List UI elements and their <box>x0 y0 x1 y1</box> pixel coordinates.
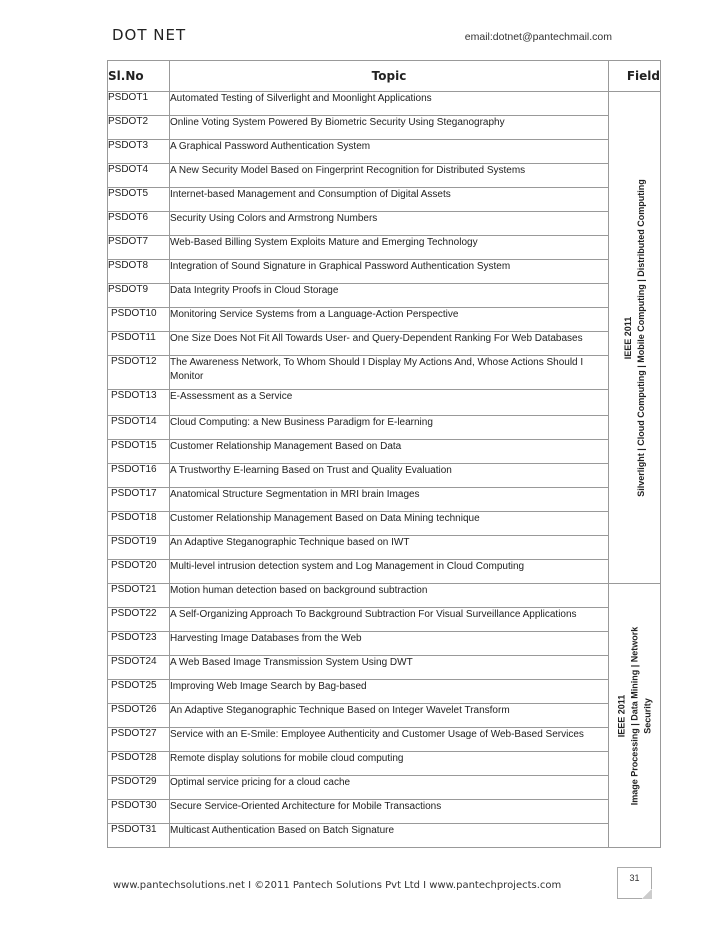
table-row <box>108 608 661 632</box>
row-sl-no: PSDOT23 <box>108 632 170 656</box>
table-row <box>108 140 661 164</box>
page-header <box>112 26 612 48</box>
row-topic: Multicast Authentication Based on Batch Signature <box>170 824 609 848</box>
row-topic: Integration of Sound Signature in Graphical Password Authentication System <box>170 260 609 284</box>
row-sl-no: PSDOT31 <box>108 824 170 848</box>
row-topic: Online Voting System Powered By Biometric Security Using Steganography <box>170 116 609 140</box>
table-row <box>108 512 661 536</box>
row-topic: The Awareness Network, To Whom Should I Display My Actions And, Whose Actions Should I Monitor <box>170 356 609 390</box>
table-header-row <box>108 61 661 92</box>
row-sl-no: PSDOT25 <box>108 680 170 704</box>
field-group-line2: Silverlight | Cloud Computing | Mobile Computing | Distributed Computing <box>635 178 646 497</box>
table-row <box>108 332 661 356</box>
row-sl-no: PSDOT27 <box>108 728 170 752</box>
row-topic: Security Using Colors and Armstrong Numbers <box>170 212 609 236</box>
table-row <box>108 488 661 512</box>
field-group-line3: Security <box>642 697 652 734</box>
row-sl-no: PSDOT30 <box>108 800 170 824</box>
row-sl-no: PSDOT16 <box>108 464 170 488</box>
row-sl-no: PSDOT12 <box>108 356 170 390</box>
table-row <box>108 752 661 776</box>
topics-table <box>107 60 661 848</box>
row-topic: A New Security Model Based on Fingerprint Recognition for Distributed Systems <box>170 164 609 188</box>
table-row <box>108 800 661 824</box>
row-topic: Optimal service pricing for a cloud cache <box>170 776 609 800</box>
header-email: email:dotnet@pantechmail.com <box>464 31 612 43</box>
row-topic: Multi-level intrusion detection system and Log Management in Cloud Computing <box>170 560 609 584</box>
table-row <box>108 188 661 212</box>
row-topic: E-Assessment as a Service <box>170 390 609 416</box>
row-topic: Automated Testing of Silverlight and Moonlight Applications <box>170 92 609 116</box>
table-row <box>108 236 661 260</box>
row-topic: An Adaptive Steganographic Technique based on IWT <box>170 536 609 560</box>
table-row <box>108 260 661 284</box>
row-sl-no: PSDOT7 <box>108 236 170 260</box>
field-group-line1: IEEE 2011 <box>622 316 633 359</box>
row-sl-no: PSDOT28 <box>108 752 170 776</box>
row-topic: A Graphical Password Authentication System <box>170 140 609 164</box>
field-group-1 <box>609 92 661 584</box>
table-body <box>108 92 661 848</box>
table-row <box>108 440 661 464</box>
row-topic: An Adaptive Steganographic Technique Based on Integer Wavelet Transform <box>170 704 609 728</box>
row-topic: A Trustworthy E-learning Based on Trust and Quality Evaluation <box>170 464 609 488</box>
field-group-label <box>622 179 648 497</box>
table-row <box>108 632 661 656</box>
table-row <box>108 680 661 704</box>
page-footer: www.pantechsolutions.net I ©2011 Pantech Solutions Pvt Ltd I www.pantechprojects.com <box>113 880 562 891</box>
row-topic: Motion human detection based on background subtraction <box>170 584 609 608</box>
row-topic: Anatomical Structure Segmentation in MRI brain Images <box>170 488 609 512</box>
table-row <box>108 656 661 680</box>
row-sl-no: PSDOT20 <box>108 560 170 584</box>
row-topic: Cloud Computing: a New Business Paradigm for E-learning <box>170 416 609 440</box>
row-sl-no: PSDOT22 <box>108 608 170 632</box>
row-sl-no: PSDOT18 <box>108 512 170 536</box>
row-topic: Remote display solutions for mobile cloud computing <box>170 752 609 776</box>
row-sl-no: PSDOT15 <box>108 440 170 464</box>
row-sl-no: PSDOT8 <box>108 260 170 284</box>
row-sl-no: PSDOT6 <box>108 212 170 236</box>
field-group-label <box>615 626 654 805</box>
row-sl-no: PSDOT17 <box>108 488 170 512</box>
table-row <box>108 704 661 728</box>
row-sl-no: PSDOT26 <box>108 704 170 728</box>
row-topic: Improving Web Image Search by Bag-based <box>170 680 609 704</box>
table-row <box>108 308 661 332</box>
table-row <box>108 92 661 116</box>
brand-title: DOT NET <box>112 26 187 44</box>
row-topic: Customer Relationship Management Based on Data Mining technique <box>170 512 609 536</box>
row-sl-no: PSDOT1 <box>108 92 170 116</box>
field-group-line2: Image Processing | Data Mining | Network <box>629 626 639 805</box>
field-group-line1: IEEE 2011 <box>616 694 626 737</box>
table-row <box>108 212 661 236</box>
row-topic: Data Integrity Proofs in Cloud Storage <box>170 284 609 308</box>
row-sl-no: PSDOT13 <box>108 390 170 416</box>
row-sl-no: PSDOT9 <box>108 284 170 308</box>
row-topic: Internet-based Management and Consumption of Digital Assets <box>170 188 609 212</box>
table-row <box>108 776 661 800</box>
row-topic: Monitoring Service Systems from a Language-Action Perspective <box>170 308 609 332</box>
table-row <box>108 390 661 416</box>
row-topic: Harvesting Image Databases from the Web <box>170 632 609 656</box>
row-sl-no: PSDOT24 <box>108 656 170 680</box>
row-sl-no: PSDOT14 <box>108 416 170 440</box>
row-topic: Customer Relationship Management Based on Data <box>170 440 609 464</box>
table-row <box>108 824 661 848</box>
page-number: 31 <box>629 873 640 883</box>
table-row <box>108 416 661 440</box>
row-topic: A Self-Organizing Approach To Background Subtraction For Visual Surveillance Applications <box>170 608 609 632</box>
row-topic: Web-Based Billing System Exploits Mature and Emerging Technology <box>170 236 609 260</box>
table-row <box>108 284 661 308</box>
table-row <box>108 560 661 584</box>
row-sl-no: PSDOT19 <box>108 536 170 560</box>
table-row <box>108 728 661 752</box>
table-row <box>108 356 661 390</box>
row-topic: Secure Service-Oriented Architecture for Mobile Transactions <box>170 800 609 824</box>
row-sl-no: PSDOT4 <box>108 164 170 188</box>
row-topic: One Size Does Not Fit All Towards User- and Query-Dependent Ranking For Web Databases <box>170 332 609 356</box>
row-sl-no: PSDOT3 <box>108 140 170 164</box>
row-sl-no: PSDOT2 <box>108 116 170 140</box>
table-row <box>108 116 661 140</box>
row-sl-no: PSDOT10 <box>108 308 170 332</box>
table-row <box>108 164 661 188</box>
row-sl-no: PSDOT5 <box>108 188 170 212</box>
table-row <box>108 536 661 560</box>
column-header-sl-no: Sl.No <box>108 61 170 92</box>
column-header-field: Field <box>609 61 661 92</box>
row-sl-no: PSDOT21 <box>108 584 170 608</box>
field-group-2 <box>609 584 661 848</box>
row-sl-no: PSDOT29 <box>108 776 170 800</box>
row-topic: A Web Based Image Transmission System Using DWT <box>170 656 609 680</box>
row-sl-no: PSDOT11 <box>108 332 170 356</box>
table-row <box>108 584 661 608</box>
row-topic: Service with an E-Smile: Employee Authenticity and Customer Usage of Web-Based Services <box>170 728 609 752</box>
column-header-topic: Topic <box>170 61 609 92</box>
page-number-box <box>617 867 652 899</box>
table-row <box>108 464 661 488</box>
